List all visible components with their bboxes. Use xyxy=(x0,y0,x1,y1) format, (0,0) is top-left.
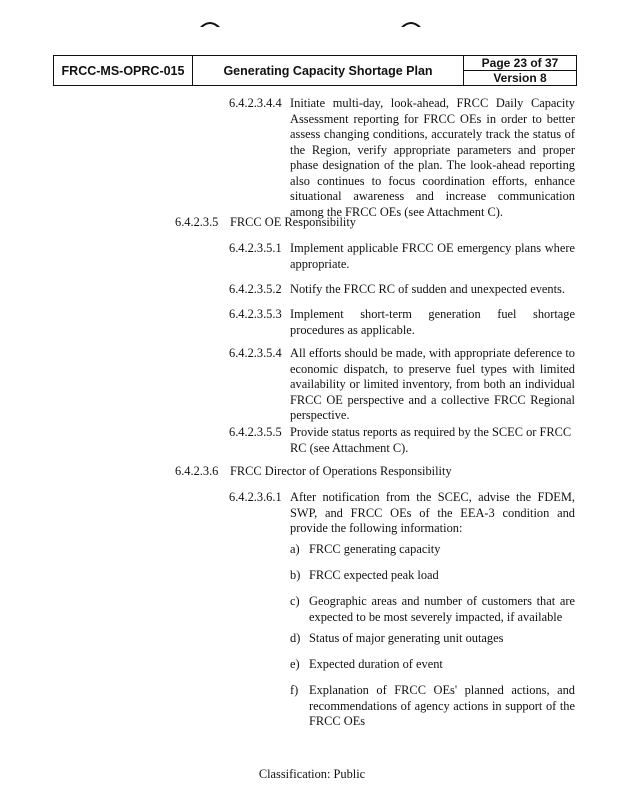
list-item-label: f) xyxy=(290,683,299,697)
section-number: 6.4.2.3.5.5 xyxy=(229,425,282,439)
section-text: Implement applicable FRCC OE emergency plans where appropriate. xyxy=(290,241,575,271)
section-number: 6.4.2.3.6.1 xyxy=(229,490,282,504)
list-item: Geographic areas and number of customers that are expected to be most severely impacted, if available xyxy=(309,594,575,624)
binder-hole-mark xyxy=(199,18,221,28)
page-number: Page 23 of 37 xyxy=(464,56,577,71)
list-item: Expected duration of event xyxy=(309,657,443,671)
list-item-label: d) xyxy=(290,631,301,645)
document-title: Generating Capacity Shortage Plan xyxy=(193,56,464,86)
section-text: Implement short-term generation fuel shortage procedures as applicable. xyxy=(290,307,575,337)
section-number: 6.4.2.3.5.4 xyxy=(229,346,282,360)
section-number: 6.4.2.3.5.1 xyxy=(229,241,282,255)
binder-hole-mark xyxy=(400,18,422,28)
section-number: 6.4.2.3.5.2 xyxy=(229,282,282,296)
section-number: 6.4.2.3.5 xyxy=(175,215,219,229)
list-item-label: c) xyxy=(290,594,300,608)
list-item-label: a) xyxy=(290,542,300,556)
section-text: Provide status reports as required by the SCEC or FRCC RC (see Attachment C). xyxy=(290,425,572,455)
section-heading: FRCC Director of Operations Responsibility xyxy=(230,464,452,478)
list-item: Status of major generating unit outages xyxy=(309,631,504,645)
section-text: After notification from the SCEC, advise the FDEM, SWP, and FRCC OEs of the EEA-3 condition and provide the following information: xyxy=(290,490,575,535)
document-version: Version 8 xyxy=(464,71,577,86)
section-number: 6.4.2.3.6 xyxy=(175,464,219,478)
list-item: Explanation of FRCC OEs' planned actions, and recommendations of agency actions in support of the FRCC OEs xyxy=(309,683,575,728)
list-item-label: b) xyxy=(290,568,301,582)
classification-footer: Classification: Public xyxy=(258,767,366,781)
section-text: All efforts should be made, with appropriate deference to economic dispatch, to preserve fuel types with limited availability or limited inventory, from both an individual FRCC OE perspective and a collective FRCC Regional perspective. xyxy=(290,346,575,422)
document-id: FRCC-MS-OPRC-015 xyxy=(54,56,193,86)
section-text: Notify the FRCC RC of sudden and unexpected events. xyxy=(290,282,565,296)
section-heading: FRCC OE Responsibility xyxy=(230,215,356,229)
document-header xyxy=(53,55,577,86)
section-number: 6.4.2.3.5.3 xyxy=(229,307,282,321)
list-item-label: e) xyxy=(290,657,300,671)
section-text: Initiate multi-day, look-ahead, FRCC Daily Capacity Assessment reporting for FRCC OEs in order to better assess changing conditions, accurately track the status of the Region, verify appropriate parameters and proper phase designation of the plan. The look-ahead reporting also continues to focus coordination efforts, enhance situational awareness and increase communication among the FRCC OEs (see Attachment C). xyxy=(290,96,575,219)
section-number: 6.4.2.3.4.4 xyxy=(229,96,282,110)
list-item: FRCC expected peak load xyxy=(309,568,439,582)
list-item: FRCC generating capacity xyxy=(309,542,441,556)
